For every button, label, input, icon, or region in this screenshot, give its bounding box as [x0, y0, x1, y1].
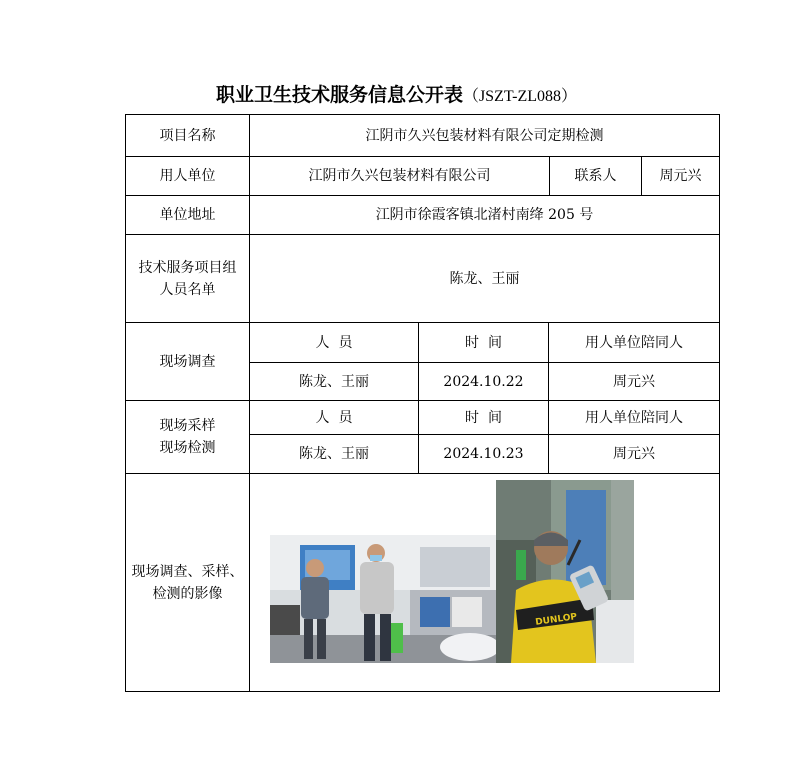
survey-companion: 周元兴 — [548, 362, 720, 401]
sampling-col-person: 人 员 — [249, 400, 419, 435]
survey-photo — [270, 535, 496, 663]
survey-col-time: 时 间 — [418, 322, 549, 363]
survey-label: 现场调查 — [125, 322, 250, 401]
employer-label: 用人单位 — [125, 156, 250, 196]
sampling-label: 现场采样 现场检测 — [125, 400, 250, 474]
sampling-companion: 周元兴 — [548, 434, 720, 474]
sampling-col-companion: 用人单位陪同人 — [548, 400, 720, 435]
jacket-brand-text: DUNLOP — [534, 612, 578, 628]
team-value: 陈龙、王丽 — [249, 234, 720, 323]
sampling-date: 2024.10.23 — [418, 434, 549, 474]
address-label: 单位地址 — [125, 195, 250, 235]
survey-col-companion: 用人单位陪同人 — [548, 322, 720, 363]
project-name-value: 江阴市久兴包装材料有限公司定期检测 — [249, 114, 720, 157]
contact-label: 联系人 — [549, 156, 642, 196]
sampling-col-time: 时 间 — [418, 400, 549, 435]
title-main: 职业卫生技术服务信息公开表 — [215, 84, 463, 106]
survey-date: 2024.10.22 — [418, 362, 549, 401]
page-title — [0, 80, 793, 107]
title-code: （JSZT-ZL088） — [462, 88, 578, 105]
contact-value: 周元兴 — [641, 156, 720, 196]
survey-person: 陈龙、王丽 — [249, 362, 419, 401]
address-value: 江阴市徐霞客镇北渚村南绛 205 号 — [249, 195, 720, 235]
photos-label: 现场调查、采样、 检测的影像 — [125, 473, 250, 692]
sampling-person: 陈龙、王丽 — [249, 434, 419, 474]
survey-col-person: 人 员 — [249, 322, 419, 363]
sampling-photo — [496, 480, 634, 663]
team-label: 技术服务项目组 人员名单 — [125, 234, 250, 323]
employer-value: 江阴市久兴包装材料有限公司 — [249, 156, 550, 196]
project-name-label: 项目名称 — [125, 114, 250, 157]
